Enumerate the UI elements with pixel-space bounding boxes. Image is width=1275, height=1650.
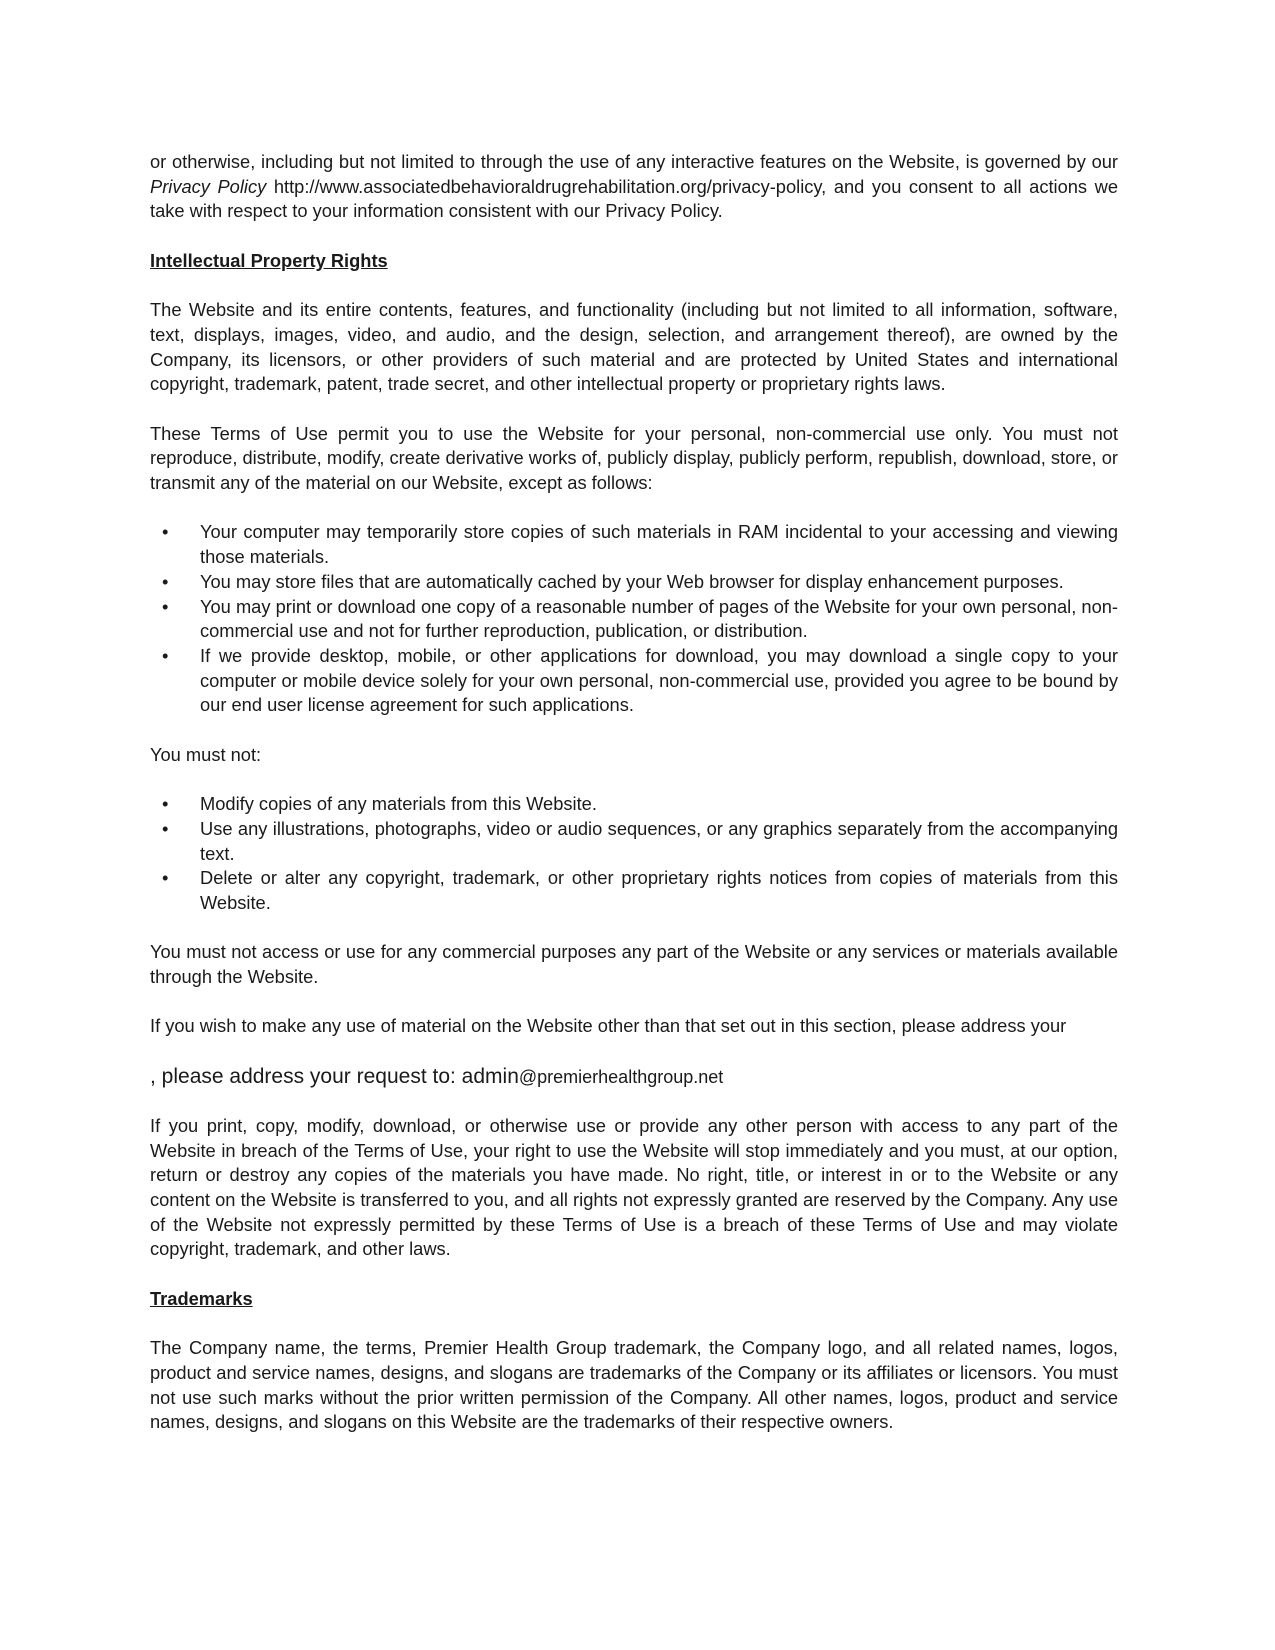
- permitted-use-paragraph: These Terms of Use permit you to use the Website for your personal, non-commercial use only. You must not reproduce, distribute, modify, create derivative works of, publicly display, publicly perform, republish, download, store, or transmit any of the material on our Website, except as follows:: [150, 422, 1118, 494]
- list-item: [150, 866, 1118, 915]
- intro-paragraph: [150, 150, 1118, 224]
- intro-text-part1: or otherwise, including but not limited to through the use of any interactive features on the Website, is governed by our: [150, 151, 1118, 172]
- list-item: [150, 520, 1118, 569]
- ip-ownership-paragraph: The Website and its entire contents, features, and functionality (including but not limited to all information, software, text, displays, images, video, and audio, and the design, selection, and arrangement thereof), are owned by the Company, its licensors, or other providers of such material and are protected by United States and international copyright, trademark, patent, trade secret, and other intellectual property or proprietary rights laws.: [150, 299, 1118, 395]
- bullet-icon: •: [162, 817, 169, 839]
- list-item: [150, 644, 1118, 718]
- privacy-policy-reference: Privacy Policy: [150, 175, 267, 197]
- list-item: [150, 817, 1118, 866]
- bullet-icon: •: [162, 595, 169, 617]
- list-item-text: Modify copies of any materials from this Website.: [200, 793, 597, 815]
- list-item-text: Use any illustrations, photographs, video or audio sequences, or any graphics separately from the accompanying text.: [200, 817, 1118, 864]
- ip-rights-heading: Intellectual Property Rights: [150, 249, 388, 271]
- trademarks-paragraph: The Company name, the terms, Premier Health Group trademark, the Company logo, and all related names, logos, product and service names, designs, and slogans are trademarks of the Company or its affiliates or licensors. You must not use such marks without the prior written permission of the Company. All other names, logos, product and service names, designs, and slogans on this Website are the trademarks of their respective owners.: [150, 1337, 1118, 1433]
- forbidden-uses-list: [150, 792, 1118, 916]
- breach-paragraph: If you print, copy, modify, download, or otherwise use or provide any other person with access to any part of the Website in breach of the Terms of Use, your right to use the Website will stop immediately and you must, at our option, return or destroy any copies of the materials you have made. No right, title, or interest in or to the Website or any content on the Website is transferred to you, and all rights not expressly granted are reserved by the Company. Any use of the Website not expressly permitted by these Terms of Use is a breach of these Terms of Use and may violate copyright, trademark, and other laws.: [150, 1114, 1118, 1260]
- allowed-uses-list: [150, 520, 1118, 718]
- contact-request-line: [150, 1064, 1118, 1090]
- contact-email-domain: @premierhealthgroup.net: [518, 1066, 724, 1087]
- list-item-text: If we provide desktop, mobile, or other applications for download, you may download a single copy to your computer or mobile device solely for your own personal, non-commercial use, provided you agree to be bound by our end user license agreement for such applications.: [200, 645, 1118, 716]
- bullet-icon: •: [162, 867, 169, 889]
- document-page: [150, 150, 1118, 1460]
- bullet-icon: •: [162, 793, 169, 815]
- list-item: [150, 570, 1118, 595]
- bullet-icon: •: [162, 521, 169, 543]
- list-item-text: Delete or alter any copyright, trademark, or other proprietary rights notices from copies of materials from this Website.: [200, 867, 1118, 913]
- must-not-intro: You must not:: [150, 743, 262, 765]
- bullet-icon: •: [162, 570, 169, 592]
- other-use-paragraph: If you wish to make any use of material on the Website other than that set out in this section, please address your: [150, 1015, 1067, 1037]
- list-item: [150, 595, 1118, 644]
- commercial-use-paragraph: You must not access or use for any commercial purposes any part of the Website or any services or materials available through the Website.: [150, 941, 1118, 988]
- list-item-text: Your computer may temporarily store copies of such materials in RAM incidental to your accessing and viewing those materials.: [200, 521, 1118, 568]
- list-item: [150, 792, 1118, 817]
- intro-text-part2: http://www.associatedbehavioraldrugrehabilitation.org/privacy-policy, and you consent to all actions we take with respect to your information consistent with our Privacy Policy.: [150, 175, 1118, 222]
- list-item-text: You may store files that are automatically cached by your Web browser for display enhancement purposes.: [200, 570, 1064, 592]
- list-item-text: You may print or download one copy of a reasonable number of pages of the Website for your own personal, non-commercial use and not for further reproduction, publication, or distribution.: [200, 595, 1118, 642]
- trademarks-heading: Trademarks: [150, 1287, 253, 1309]
- contact-request-prefix: , please address your request to: admin: [150, 1064, 519, 1088]
- bullet-icon: •: [162, 645, 169, 666]
